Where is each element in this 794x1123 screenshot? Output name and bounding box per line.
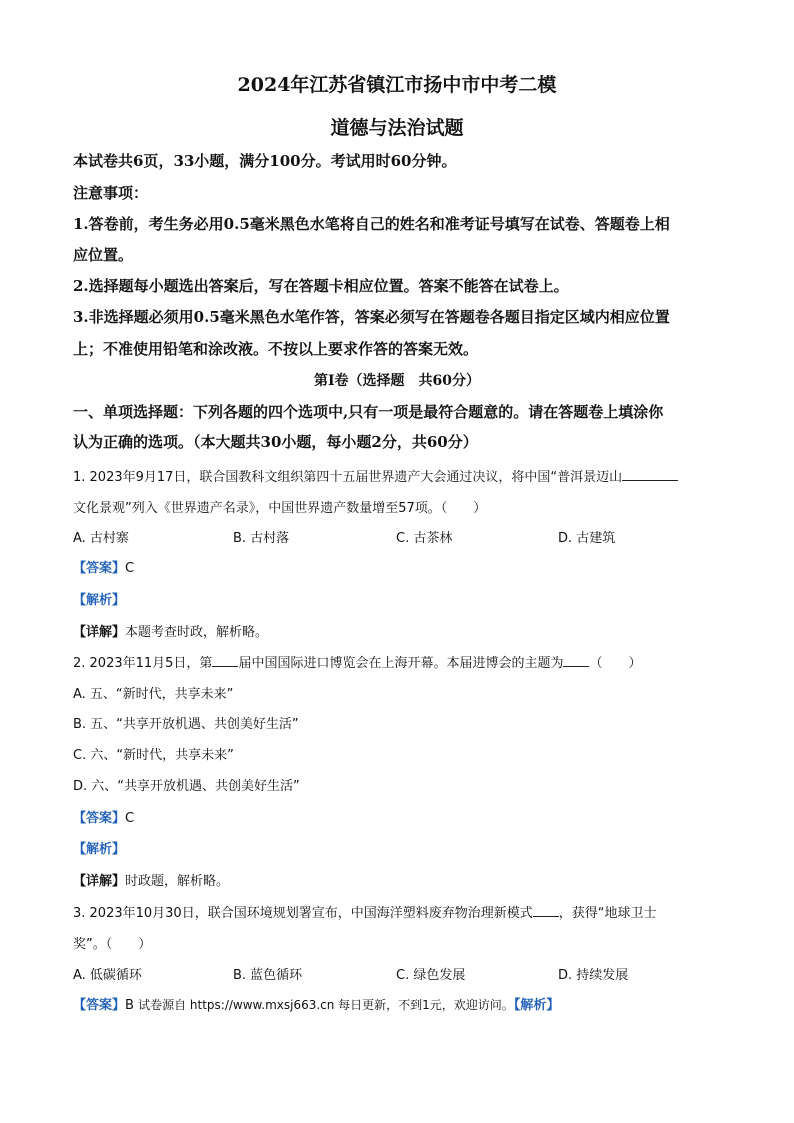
- answer-tag: 【答案】: [73, 998, 126, 1013]
- answer-blank: [563, 654, 589, 667]
- q1-stem-line1: 1. 2023年9月17日，联合国教科文组织第四十五届世界遗产大会通过决议，将中国“普洱景迈山: [73, 466, 678, 485]
- q1-detail: 【详解】本题考查时政，解析略。: [73, 625, 269, 640]
- q1-option-d: D. 古建筑: [558, 531, 616, 546]
- page-subtitle: 道德与法治试题: [330, 117, 464, 139]
- q3-option-a: A. 低碳循环: [73, 968, 142, 983]
- q2-option-a: A. 五、“新时代，共享未来”: [73, 687, 234, 702]
- section-heading: 第Ⅰ卷（选择题 共60分）: [313, 373, 481, 389]
- answer-tag: 【答案】: [73, 561, 126, 576]
- q1-stem-line2: 文化景观”列入《世界遗产名录》，中国世界遗产数量增至57项。（ ）: [73, 501, 487, 516]
- q3-option-b: B. 蓝色循环: [233, 968, 303, 983]
- q1-analysis-tag: 【解析】: [73, 593, 126, 608]
- exam-summary: 本试卷共6页，33小题，满分100分。考试用时60分钟。: [73, 152, 457, 170]
- notice-3-line2: 上；不准使用铅笔和涂改液。不按以上要求作答的答案无效。: [73, 340, 479, 358]
- q2-option-b: B. 五、“共享开放机遇、共创美好生活”: [73, 717, 299, 732]
- q1-option-c: C. 古茶林: [396, 531, 453, 546]
- q2-answer: 【答案】C: [73, 811, 135, 826]
- answer-blank: [533, 904, 559, 917]
- notice-2: 2.选择题每小题选出答案后，写在答题卡相应位置。答案不能答在试卷上。: [73, 277, 569, 295]
- q3-answer: 【答案】B 试卷源自 https://www.mxsj663.cn 每日更新，不到1元，欢迎访问。【解析】: [73, 998, 560, 1013]
- answer-blank: [212, 654, 238, 667]
- q3-stem-line2: 奖”。（ ）: [73, 937, 152, 952]
- analysis-tag: 【解析】: [513, 998, 560, 1013]
- q2-option-c: C. 六、“新时代，共享未来”: [73, 748, 234, 763]
- q2-analysis-tag: 【解析】: [73, 842, 126, 857]
- q1-option-a: A. 古村寨: [73, 531, 129, 546]
- notice-1-line1: 1.答卷前，考生务必用0.5毫米黑色水笔将自己的姓名和准考证号填写在试卷、答题卷上相: [73, 215, 670, 233]
- q1-option-b: B. 古村落: [233, 531, 290, 546]
- notice-heading: 注意事项：: [73, 184, 149, 202]
- section-instruction-line2: 认为正确的选项。（本大题共30小题，每小题2分，共60分）: [73, 433, 478, 451]
- q3-stem-line1: 3. 2023年10月30日，联合国环境规划署宣布，中国海洋塑料废弃物治理新模式 ，获得“地球卫士: [73, 906, 657, 921]
- q2-detail: 【详解】时政题，解析略。: [73, 874, 230, 889]
- q2-option-d: D. 六、“共享开放机遇、共创美好生活”: [73, 779, 300, 794]
- q2-stem: 2. 2023年11月5日，第 届中国国际进口博览会在上海开幕。本届进博会的主题为 （ ）: [73, 656, 642, 671]
- answer-blank: [622, 468, 678, 481]
- q1-answer: 【答案】C: [73, 561, 135, 576]
- section-instruction-line1: 一、单项选择题：下列各题的四个选项中,只有一项是最符合题意的。请在答题卷上填涂你: [73, 403, 664, 421]
- source-note: 试卷源自 https://www.mxsj663.cn 每日更新，不到1元，欢迎访问。: [138, 998, 514, 1012]
- q3-option-c: C. 绿色发展: [396, 968, 466, 983]
- q3-option-d: D. 持续发展: [558, 968, 629, 983]
- page-title: 2024年江苏省镇江市扬中市中考二模: [237, 74, 557, 96]
- notice-1-line2: 应位置。: [73, 246, 134, 264]
- notice-3-line1: 3.非选择题必须用0.5毫米黑色水笔作答，答案必须写在答题卷各题目指定区域内相应位置: [73, 308, 670, 326]
- answer-tag: 【答案】: [73, 811, 126, 826]
